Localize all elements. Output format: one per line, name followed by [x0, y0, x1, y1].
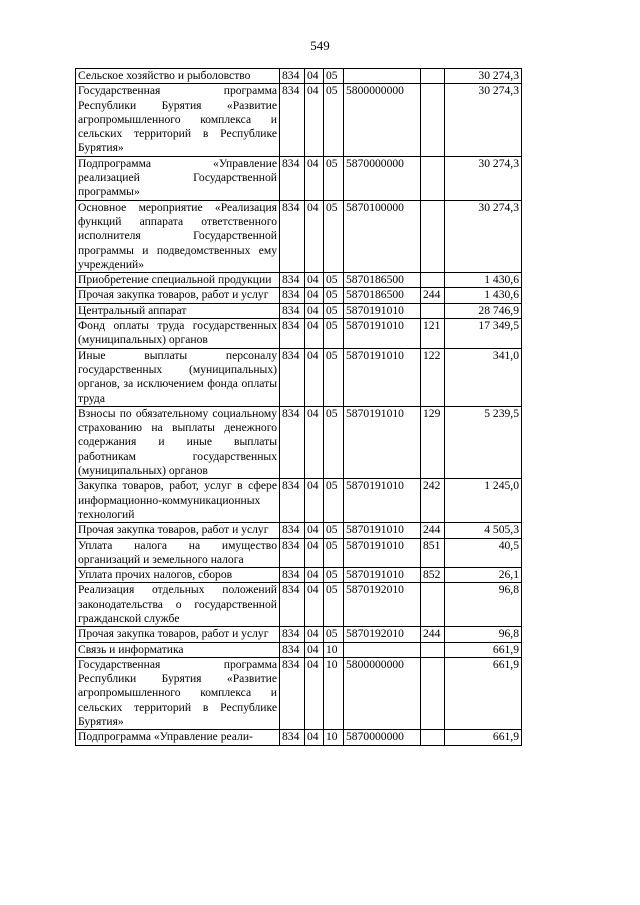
table-row: [76, 657, 522, 729]
row-csr: 5870191010: [344, 568, 421, 583]
row-vr: [421, 303, 445, 318]
row-ved: 834: [280, 568, 305, 583]
row-pr: 05: [324, 348, 344, 406]
row-csr: 5870191010: [344, 538, 421, 568]
row-ved: 834: [280, 523, 305, 538]
table-row: [76, 69, 522, 84]
row-sum: 1 245,0: [445, 479, 522, 523]
table-row: [76, 303, 522, 318]
table-row: [76, 288, 522, 303]
row-vr: 244: [421, 288, 445, 303]
row-sum: 40,5: [445, 538, 522, 568]
table-row: [76, 200, 522, 272]
row-sum: 17 349,5: [445, 319, 522, 349]
row-vr: [421, 730, 445, 745]
row-ved: 834: [280, 479, 305, 523]
row-pr: 10: [324, 657, 344, 729]
row-csr: 5870000000: [344, 156, 421, 200]
row-name: Приобретение специальной продукции: [76, 273, 280, 288]
page-number: 549: [310, 38, 330, 53]
row-csr: 5870186500: [344, 288, 421, 303]
row-csr: 5870191010: [344, 303, 421, 318]
row-vr: 244: [421, 523, 445, 538]
row-name: Государственная программа Республики Бурятия «Развитие агропромышленного комплекса и сельских территорий в Республике Бурятия»: [76, 84, 280, 156]
row-pr: 05: [324, 200, 344, 272]
row-ved: 834: [280, 627, 305, 642]
row-vr: 851: [421, 538, 445, 568]
row-vr: [421, 84, 445, 156]
row-csr: [344, 642, 421, 657]
row-csr: 5870000000: [344, 730, 421, 745]
row-sum: 1 430,6: [445, 273, 522, 288]
row-rz: 04: [305, 273, 324, 288]
row-pr: 05: [324, 156, 344, 200]
row-name: Государственная программа Республики Бурятия «Развитие агропромышленного комплекса и сельских территорий в Республике Бурятия»: [76, 657, 280, 729]
row-name: Взносы по обязательному социальному страхованию на выплаты денежного содержания и иные выплаты работникам государственных (муниципальных) органов: [76, 406, 280, 478]
row-rz: 04: [305, 303, 324, 318]
row-ved: 834: [280, 200, 305, 272]
row-ved: 834: [280, 538, 305, 568]
row-name: Иные выплаты персоналу государственных (муниципальных) органов, за исключением фонда оплаты труда: [76, 348, 280, 406]
row-sum: 4 505,3: [445, 523, 522, 538]
row-vr: 244: [421, 627, 445, 642]
row-csr: 5870191010: [344, 348, 421, 406]
row-name: Реализация отдельных положений законодательства о государственной гражданской службе: [76, 583, 280, 627]
row-rz: 04: [305, 156, 324, 200]
row-pr: 05: [324, 568, 344, 583]
row-pr: 05: [324, 303, 344, 318]
row-sum: 30 274,3: [445, 84, 522, 156]
row-sum: 30 274,3: [445, 69, 522, 84]
table-row: [76, 406, 522, 478]
row-pr: 05: [324, 288, 344, 303]
row-sum: 26,1: [445, 568, 522, 583]
row-pr: 05: [324, 627, 344, 642]
row-name: Фонд оплаты труда государственных (муниципальных) органов: [76, 319, 280, 349]
row-pr: 05: [324, 319, 344, 349]
table-row: [76, 730, 522, 745]
row-name: Подпрограмма «Управление реализацией Государственной программы»: [76, 156, 280, 200]
table-row: [76, 273, 522, 288]
row-ved: 834: [280, 84, 305, 156]
table-row: [76, 348, 522, 406]
row-csr: 5870192010: [344, 627, 421, 642]
row-rz: 04: [305, 730, 324, 745]
row-pr: 05: [324, 538, 344, 568]
row-csr: 5870191010: [344, 479, 421, 523]
row-sum: 661,9: [445, 730, 522, 745]
row-ved: 834: [280, 319, 305, 349]
budget-table: [75, 68, 522, 746]
row-vr: 129: [421, 406, 445, 478]
row-ved: 834: [280, 406, 305, 478]
row-rz: 04: [305, 200, 324, 272]
row-csr: [344, 69, 421, 84]
table-row: [76, 642, 522, 657]
row-name: Уплата налога на имущество организаций и земельного налога: [76, 538, 280, 568]
row-rz: 04: [305, 568, 324, 583]
row-pr: 05: [324, 523, 344, 538]
table-row: [76, 319, 522, 349]
row-pr: 05: [324, 69, 344, 84]
row-name: Центральный аппарат: [76, 303, 280, 318]
row-csr: 5870100000: [344, 200, 421, 272]
row-name: Прочая закупка товаров, работ и услуг: [76, 523, 280, 538]
row-ved: 834: [280, 642, 305, 657]
row-vr: [421, 583, 445, 627]
table-row: [76, 568, 522, 583]
row-name: Прочая закупка товаров, работ и услуг: [76, 288, 280, 303]
row-rz: 04: [305, 84, 324, 156]
row-sum: 96,8: [445, 583, 522, 627]
row-sum: 30 274,3: [445, 200, 522, 272]
row-ved: 834: [280, 303, 305, 318]
row-ved: 834: [280, 657, 305, 729]
row-rz: 04: [305, 69, 324, 84]
table-row: [76, 156, 522, 200]
row-vr: 852: [421, 568, 445, 583]
row-sum: 28 746,9: [445, 303, 522, 318]
row-ved: 834: [280, 583, 305, 627]
row-name: Сельское хозяйство и рыболовство: [76, 69, 280, 84]
row-name: Закупка товаров, работ, услуг в сфере информационно-коммуникационных технологий: [76, 479, 280, 523]
row-pr: 05: [324, 583, 344, 627]
row-vr: [421, 156, 445, 200]
row-ved: 834: [280, 288, 305, 303]
row-sum: 96,8: [445, 627, 522, 642]
row-name: Прочая закупка товаров, работ и услуг: [76, 627, 280, 642]
row-vr: [421, 200, 445, 272]
row-csr: 5870191010: [344, 406, 421, 478]
row-rz: 04: [305, 406, 324, 478]
row-ved: 834: [280, 69, 305, 84]
row-sum: 30 274,3: [445, 156, 522, 200]
row-csr: 5870191010: [344, 523, 421, 538]
row-ved: 834: [280, 273, 305, 288]
row-rz: 04: [305, 319, 324, 349]
row-vr: [421, 273, 445, 288]
row-sum: 661,9: [445, 657, 522, 729]
row-sum: 1 430,6: [445, 288, 522, 303]
row-pr: 10: [324, 730, 344, 745]
table-row: [76, 583, 522, 627]
row-pr: 05: [324, 406, 344, 478]
row-rz: 04: [305, 479, 324, 523]
row-rz: 04: [305, 627, 324, 642]
row-vr: 122: [421, 348, 445, 406]
row-ved: 834: [280, 730, 305, 745]
row-name: Основное мероприятие «Реализация функций аппарата ответственного исполнителя Государственной программы и подведомственных ему учреждений»: [76, 200, 280, 272]
row-vr: 121: [421, 319, 445, 349]
row-name: Связь и информатика: [76, 642, 280, 657]
row-csr: 5870186500: [344, 273, 421, 288]
table-row: [76, 627, 522, 642]
row-rz: 04: [305, 642, 324, 657]
row-rz: 04: [305, 583, 324, 627]
row-name: Уплата прочих налогов, сборов: [76, 568, 280, 583]
row-vr: [421, 69, 445, 84]
row-ved: 834: [280, 156, 305, 200]
row-pr: 05: [324, 273, 344, 288]
table-row: [76, 538, 522, 568]
row-name: Подпрограмма «Управление реали-: [76, 730, 280, 745]
table-row: [76, 523, 522, 538]
row-csr: 5800000000: [344, 657, 421, 729]
row-rz: 04: [305, 523, 324, 538]
row-sum: 5 239,5: [445, 406, 522, 478]
row-sum: 341,0: [445, 348, 522, 406]
row-csr: 5800000000: [344, 84, 421, 156]
row-csr: 5870192010: [344, 583, 421, 627]
row-pr: 05: [324, 84, 344, 156]
row-rz: 04: [305, 348, 324, 406]
row-vr: [421, 642, 445, 657]
row-sum: 661,9: [445, 642, 522, 657]
row-ved: 834: [280, 348, 305, 406]
row-pr: 10: [324, 642, 344, 657]
row-rz: 04: [305, 538, 324, 568]
table-row: [76, 479, 522, 523]
table-row: [76, 84, 522, 156]
row-vr: [421, 657, 445, 729]
row-pr: 05: [324, 479, 344, 523]
row-vr: 242: [421, 479, 445, 523]
row-csr: 5870191010: [344, 319, 421, 349]
row-rz: 04: [305, 288, 324, 303]
row-rz: 04: [305, 657, 324, 729]
